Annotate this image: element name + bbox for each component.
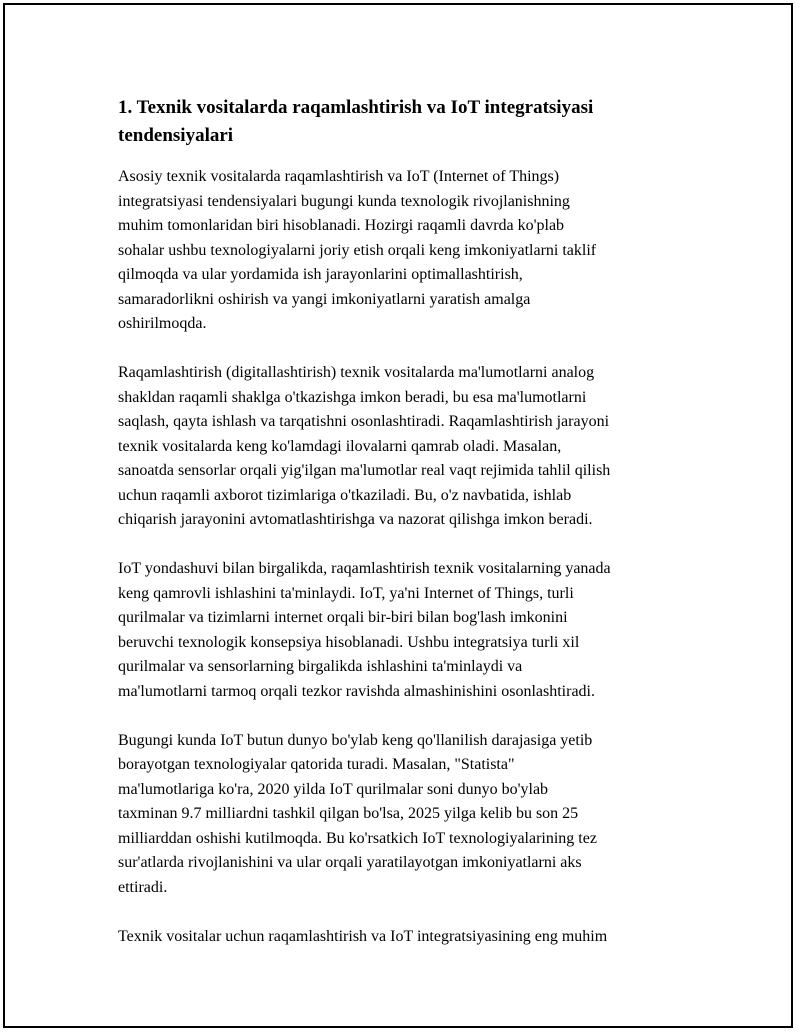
text-line: ma'lumotlarni tarmoq orqali tezkor ravishda almashinishini osonlashtiradi.: [118, 682, 595, 700]
text-line: Raqamlashtirish (digitallashtirish) texnik vositalarda ma'lumotlarni analog: [118, 364, 595, 381]
text-line: uchun raqamli axborot tizimlariga o'tkaziladi. Bu, o'z navbatida, ishlab: [118, 486, 572, 504]
paragraph-4: [118, 729, 698, 901]
text-line: ettiradi.: [118, 878, 168, 896]
text-line: qurilmalar va sensorlarning birgalikda ishlashini ta'minlaydi va: [118, 658, 523, 675]
text-line: Texnik vositalar uchun raqamlashtirish va IoT integratsiyasining eng muhim: [118, 927, 608, 945]
text-line: borayotgan texnologiyalar qatorida turadi. Masalan, "Statista": [118, 756, 515, 773]
text-line: muhim tomonlaridan biri hisoblanadi. Hozirgi raqamli davrda ko'plab: [118, 217, 565, 234]
text-line: milliarddan oshishi kutilmoqda. Bu ko'rsatkich IoT texnologiyalarining tez: [118, 829, 597, 847]
text-line: qilmoqda va ular yordamida ish jarayonlarini optimallashtirish,: [118, 266, 523, 283]
text-line: shakldan raqamli shaklga o'tkazishga imkon beradi, bu esa ma'lumotlarni: [118, 388, 587, 406]
paragraph-5: [118, 925, 698, 950]
text-line: sanoatda sensorlar orqali yig'ilgan ma'lumotlar real vaqt rejimida tahlil qilish: [118, 462, 611, 479]
text-line: samaradorlikni oshirish va yangi imkoniyatlarni yaratish amalga: [118, 290, 531, 308]
paragraph-3: [118, 557, 698, 704]
heading-line: 1. Texnik vositalarda raqamlashtirish va IoT integratsiyasi: [118, 97, 594, 118]
text-line: oshirilmoqda.: [118, 315, 207, 332]
text-line: texnik vositalarda keng ko'lamdagi ilovalarni qamrab oladi. Masalan,: [118, 437, 562, 455]
text-line: sur'atlarda rivojlanishini va ular orqali yaratilayotgan imkoniyatlarni aks: [118, 854, 582, 871]
text-line: saqlash, qayta ishlash va tarqatishni osonlashtiradi. Raqamlashtirish jarayoni: [118, 413, 610, 430]
text-line: keng qamrovli ishlashini ta'minlaydi. IoT, ya'ni Internet of Things, turli: [118, 584, 574, 602]
text-line: Bugungi kunda IoT butun dunyo bo'ylab keng qo'llanilish darajasiga yetib: [118, 731, 593, 749]
paragraph-1: [118, 165, 698, 337]
text-line: chiqarish jarayonini avtomatlashtirishga va nazorat qilishga imkon beradi.: [118, 511, 593, 528]
heading-line: tendensiyalari: [118, 125, 234, 146]
section-heading: [118, 94, 698, 150]
text-line: integratsiyasi tendensiyalari bugungi kunda texnologik rivojlanishning: [118, 192, 570, 210]
text-line: taxminan 9.7 milliardni tashkil qilgan bo'lsa, 2025 yilga kelib bu son 25: [118, 805, 579, 822]
text-line: qurilmalar va tizimlarni internet orqali bir-biri bilan bog'lash imkonini: [118, 609, 568, 626]
text-line: IoT yondashuvi bilan birgalikda, raqamlashtirish texnik vositalarning yanada: [118, 560, 611, 577]
text-line: sohalar ushbu texnologiyalarni joriy etish orqali keng imkoniyatlarni taklif: [118, 241, 597, 259]
paragraph-2: [118, 361, 698, 533]
text-line: Asosiy texnik vositalarda raqamlashtirish va IoT (Internet of Things): [118, 168, 560, 185]
document-body: [118, 94, 698, 974]
text-line: beruvchi texnologik konsepsiya hisoblanadi. Ushbu integratsiya turli xil: [118, 633, 580, 651]
text-line: ma'lumotlariga ko'ra, 2020 yilda IoT qurilmalar soni dunyo bo'ylab: [118, 780, 549, 798]
